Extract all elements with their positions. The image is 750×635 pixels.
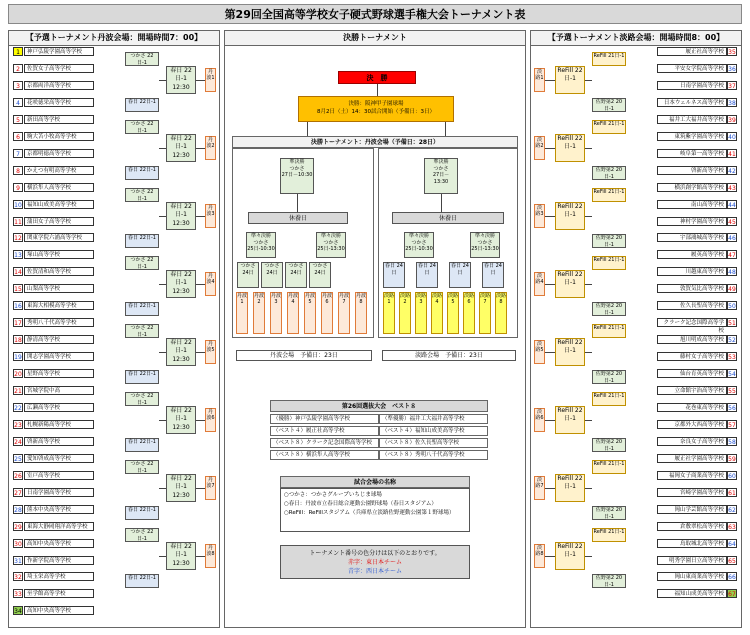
final-detail-box: [298, 96, 454, 122]
round1-box: つかさ 22日-1: [125, 392, 159, 406]
round1-box: つかさ 22日-1: [125, 528, 159, 542]
team-number: 32: [14, 574, 22, 582]
r16-box: つかさ 24日: [309, 262, 331, 288]
team-name: 平安女学院高等学校: [657, 64, 727, 73]
team-name: 高知中央高等学校: [24, 539, 94, 548]
venue-refill: ○ReFill：ReFillスタジアム（兵庫県立淡路佐野運動公園第１野球場）: [284, 510, 455, 516]
color-legend-box: [280, 545, 470, 579]
rest-day-box-1: 休養日: [248, 212, 348, 224]
round1-box: つかさ 22日-1: [125, 460, 159, 474]
team-name: 立命館宇治高等学校: [657, 386, 727, 395]
center-panel-header: 決勝トーナメント: [225, 31, 525, 46]
team-name: 履正社学園高等学校: [657, 454, 727, 463]
team-name: 宮崎学園高等学校: [657, 488, 727, 497]
team-name: クラーク記念国際高等学校: [657, 318, 727, 327]
connector: [441, 194, 442, 212]
pool-winner-box: 丹波3: [205, 204, 216, 228]
team-name: 神村学園高等学校: [657, 217, 727, 226]
team-name: 京都外大西高等学校: [657, 420, 727, 429]
team-number: 15: [14, 286, 22, 294]
best8-cell: （準優勝）福井工大福井高等学校: [379, 414, 488, 424]
connector: [196, 148, 205, 149]
round1-box: ReFill 21日-1: [592, 460, 626, 474]
team-number: 20: [14, 371, 22, 379]
round2-box: ReFill 22日-1: [555, 270, 585, 298]
awaji-yobi-note: 淡路会場 予備日：23日: [382, 350, 516, 361]
team-name: 南山高等学校: [657, 200, 727, 209]
team-name: 倉敷翠松高等学校: [657, 522, 727, 531]
pool-winner-box: 丹波8: [205, 544, 216, 568]
team-number: 60: [728, 472, 736, 480]
team-number: 33: [14, 591, 22, 599]
team-name: 埼玉栄高等学校: [24, 572, 94, 581]
team-name: 藤村女子高等学校: [657, 352, 727, 361]
round1-box: つかさ 22日-1: [125, 324, 159, 338]
round1-box: つかさ 22日-1: [125, 120, 159, 134]
round1-box: つかさ 22日-1: [125, 256, 159, 270]
team-name: 東筑紫学園高等学校: [657, 132, 727, 141]
connector: [545, 80, 555, 81]
round1-box: 春日 22日-1: [125, 302, 159, 316]
best8-cell: （ベスト８）佐久長聖高等学校: [379, 438, 488, 448]
team-number: 58: [728, 438, 736, 446]
team-name: 佐賀清和高等学校: [24, 267, 94, 276]
team-number: 57: [728, 421, 736, 429]
round2-box: ReFill 22日-1: [555, 542, 585, 570]
team-number: 24: [14, 438, 22, 446]
round1-box: 春日 22日-1: [125, 438, 159, 452]
round1-box: 春日 22日-1: [125, 370, 159, 384]
blue-note: 青字：西日本チーム: [347, 568, 402, 575]
team-number: 14: [14, 269, 22, 277]
team-number: 42: [728, 167, 736, 175]
connector: [159, 216, 166, 217]
round1-box: ReFill 21日-1: [592, 392, 626, 406]
team-number: 62: [728, 506, 736, 514]
color-note: トーナメント番号の色分けは以下のとおりです。: [309, 550, 441, 557]
team-number: 36: [728, 65, 736, 73]
team-name: 啓新高等学校: [24, 437, 94, 446]
round1-box: ReFill 21日-1: [592, 256, 626, 270]
round2-box: ReFill 22日-1: [555, 134, 585, 162]
team-name: 秀明八千代高等学校: [24, 318, 94, 327]
red-note: 赤字：東日本チーム: [347, 559, 402, 566]
pool-winner-box: 丹波4: [205, 272, 216, 296]
pool-winner-box: 淡路3: [534, 204, 545, 228]
round2-box: 春日 22日-1 12:30: [166, 474, 196, 502]
pool-winner-box: 淡路4: [534, 272, 545, 296]
right-panel-header: 【予選トーナメント淡路会場：開場時間8：00】: [531, 31, 741, 46]
team-name: 京都明徳高等学校: [24, 149, 94, 158]
best8-cell: （ベスト４）履正社高等学校: [270, 426, 379, 436]
round1-box: つかさ 22日-1: [125, 188, 159, 202]
team-number: 48: [728, 269, 736, 277]
team-number: 51: [728, 320, 736, 328]
best8-cell: （ベスト８）クラーク記念国際高等学校: [270, 438, 379, 448]
team-name: かえつ有明高等学校: [24, 166, 94, 175]
team-number: 65: [728, 557, 736, 565]
round1-box: 春日 22日-1: [125, 166, 159, 180]
final-connector: [377, 84, 378, 96]
team-name: 日南学園高等学校: [24, 488, 94, 497]
r16-box: 春日 24日: [416, 262, 438, 288]
connector: [585, 556, 592, 557]
connector: [545, 488, 555, 489]
connector: [159, 148, 166, 149]
team-number: 37: [728, 82, 736, 90]
team-name: 熊本中央高等学校: [24, 505, 94, 514]
r16-box: つかさ 24日: [285, 262, 307, 288]
round1-box: 春日 22日-1: [125, 234, 159, 248]
team-number: 67: [728, 591, 736, 599]
round1-box: 佐野第2 20日-1: [592, 574, 626, 588]
final-venue: 決勝：阪神甲子園球場: [348, 101, 404, 107]
pool-slot: 淡路3: [415, 292, 427, 334]
team-number: 35: [728, 49, 736, 56]
round1-box: つかさ 22日-1: [125, 52, 159, 66]
team-number: 7: [13, 149, 23, 158]
round1-box: 佐野第2 20日-1: [592, 98, 626, 112]
round1-box: ReFill 21日-1: [592, 120, 626, 134]
team-number: 25: [14, 455, 22, 463]
team-number: 21: [14, 388, 22, 395]
team-name: 愛知啓成高等学校: [24, 454, 94, 463]
round1-box: 佐野第2 20日-1: [592, 506, 626, 520]
pool-winner-box: 淡路8: [534, 544, 545, 568]
round2-box: 春日 22日-1 12:30: [166, 66, 196, 94]
round2-box: 春日 22日-1 12:30: [166, 270, 196, 298]
semifinal-box-1: 準決勝 つかさ 27日－10:30: [280, 158, 314, 194]
team-number: 2: [13, 64, 23, 73]
pool-slot: 淡路8: [495, 292, 507, 334]
team-number: 17: [14, 320, 22, 328]
team-name: 横浜創学館高等学校: [657, 183, 727, 192]
venues-box: [280, 488, 470, 532]
rest-day-box-2: 休養日: [392, 212, 504, 224]
team-number: 44: [728, 201, 736, 209]
pool-slot: 丹波4: [287, 292, 299, 334]
team-name: 佐賀女子高等学校: [24, 64, 94, 73]
team-name: 横浜隼人高等学校: [24, 183, 94, 192]
best8-cell: （ベスト８）秀明八千代高等学校: [379, 450, 488, 460]
pool-winner-box: 丹波1: [205, 68, 216, 92]
best8-cell: （ベスト８）横浜隼人高等学校: [270, 450, 379, 460]
team-number: 29: [14, 523, 22, 531]
team-number: 34: [14, 608, 22, 616]
team-name: 日南学園高等学校: [657, 81, 727, 90]
round2-box: ReFill 22日-1: [555, 406, 585, 434]
team-name: 旭川明成高等学校: [657, 335, 727, 344]
connector: [545, 216, 555, 217]
team-name: 花咲徳栄高等学校: [24, 98, 94, 107]
connector: [307, 122, 308, 136]
team-number: 41: [728, 150, 736, 158]
team-name: 新田高等学校: [24, 115, 94, 124]
round1-box: 佐野第2 20日-1: [592, 234, 626, 248]
team-number: 6: [13, 132, 23, 141]
page-title: 第29回全国高等学校女子硬式野球選手権大会トーナメント表: [8, 4, 742, 24]
connector: [159, 420, 166, 421]
team-name: 室戸高等学校: [24, 471, 94, 480]
connector: [585, 488, 592, 489]
tanba-section-header: 決勝トーナメント：丹波会場（予備日：28日）: [232, 136, 518, 148]
team-number: 8: [13, 166, 23, 175]
pool-slot: 丹波3: [270, 292, 282, 334]
connector: [196, 216, 205, 217]
round1-box: 佐野第2 20日-1: [592, 370, 626, 384]
r16-box: 春日 24日: [482, 262, 504, 288]
connector: [545, 556, 555, 557]
team-name: 星野高等学校: [24, 369, 94, 378]
team-name: 塚山高等学校: [24, 250, 94, 259]
team-number: 47: [728, 252, 736, 260]
team-number: 19: [14, 354, 22, 362]
team-number: 26: [14, 472, 22, 480]
round1-box: ReFill 21日-1: [592, 52, 626, 66]
r16-box: つかさ 24日: [261, 262, 283, 288]
team-number: 66: [728, 574, 736, 582]
connector: [545, 420, 555, 421]
pool-winner-box: 丹波5: [205, 340, 216, 364]
team-name: 岡山学芸館高等学校: [657, 505, 727, 514]
final-date: 8月2日（土）14：30試合開始（予備日：3日）: [317, 109, 435, 115]
pool-slot: 丹波5: [304, 292, 316, 334]
round1-box: ReFill 21日-1: [592, 324, 626, 338]
connector: [585, 352, 592, 353]
best8-cell: （優勝）神戸弘陵学園高等学校: [270, 414, 379, 424]
team-name: 奈良女子高等学校: [657, 437, 727, 446]
qf-box-4: 準々決勝 つかさ 25日-13:30: [470, 232, 500, 258]
team-number: 11: [14, 218, 22, 226]
pool-winner-box: 丹波2: [205, 136, 216, 160]
connector: [196, 80, 205, 81]
team-name: 宮城学院中高: [24, 386, 94, 395]
connector: [159, 80, 166, 81]
team-name: 高知中央高等学校: [24, 606, 94, 615]
team-number: 52: [728, 337, 736, 345]
connector: [297, 194, 298, 212]
left-panel-header: 【予選トーナメント丹波会場：開場時間7：00】: [9, 31, 219, 46]
team-name: 佐久長聖高等学校: [657, 301, 727, 310]
connector: [196, 488, 205, 489]
team-name: 岡山東商業高等学校: [657, 572, 727, 581]
connector: [196, 284, 205, 285]
team-number: 49: [728, 286, 736, 294]
team-name: 蒲田女子高等学校: [24, 217, 94, 226]
team-number: 27: [14, 489, 22, 497]
team-number: 4: [13, 98, 23, 107]
pool-winner-box: 淡路6: [534, 408, 545, 432]
pool-winner-box: 淡路2: [534, 136, 545, 160]
team-name: 鳥取城北高等学校: [657, 539, 727, 548]
round2-box: 春日 22日-1 12:30: [166, 134, 196, 162]
team-number: 43: [728, 184, 736, 192]
team-name: 岐阜第一高等学校: [657, 149, 727, 158]
pool-winner-box: 淡路1: [534, 68, 545, 92]
team-number: 45: [728, 218, 736, 226]
tanba-yobi-note: 丹波会場 予備日：23日: [236, 350, 372, 361]
team-name: 札幌新陽高等学校: [24, 420, 94, 429]
round1-box: ReFill 21日-1: [592, 528, 626, 542]
r16-box: つかさ 24日: [237, 262, 259, 288]
round1-box: 春日 22日-1: [125, 506, 159, 520]
team-name: 東海大静岡翔洋高等学校: [24, 522, 94, 531]
connector: [196, 420, 205, 421]
r16-box: 春日 24日: [383, 262, 405, 288]
team-name: 福知山成美高等学校: [24, 200, 94, 209]
connector: [196, 352, 205, 353]
pool-slot: 淡路5: [447, 292, 459, 334]
team-number: 28: [14, 506, 22, 514]
round2-box: ReFill 22日-1: [555, 202, 585, 230]
team-name: 福井工大福井高等学校: [657, 115, 727, 124]
qf-box-3: 準々決勝 つかさ 25日-10:30: [404, 232, 434, 258]
team-number: 64: [728, 540, 736, 548]
team-number: 30: [14, 540, 22, 548]
round2-box: ReFill 22日-1: [555, 338, 585, 366]
pool-slot: 淡路4: [431, 292, 443, 334]
team-number: 18: [14, 337, 22, 345]
round1-box: ReFill 21日-1: [592, 188, 626, 202]
team-name: 敦賀気比高等学校: [657, 284, 727, 293]
connector: [585, 216, 592, 217]
team-number: 53: [728, 354, 736, 362]
team-number: 55: [728, 388, 736, 395]
round1-box: 佐野第2 20日-1: [592, 438, 626, 452]
semifinal-box-2: 準決勝 つかさ 27日－ 13:30: [424, 158, 458, 194]
team-name: 広瀬高等学校: [24, 403, 94, 412]
team-number: 1: [13, 47, 23, 56]
venues-header: 試合会場の名称: [280, 476, 470, 488]
team-name: 履英高等学校: [657, 250, 727, 259]
pool-slot: 淡路7: [479, 292, 491, 334]
team-number: 9: [13, 183, 23, 192]
best8-header: 第26回選抜大会 ベスト８: [270, 400, 488, 412]
pool-winner-box: 淡路5: [534, 340, 545, 364]
pool-slot: 丹波8: [355, 292, 367, 334]
venue-kasuga: ○春日：丹波市立春日総合運動公園野球場（春日スタジアム）: [284, 501, 437, 507]
team-name: 日本ウェルネス高等学校: [657, 98, 727, 107]
team-number: 46: [728, 235, 736, 243]
team-number: 16: [14, 303, 22, 311]
venue-tsukasa: ○つかさ：つかさグループいちじま球場: [284, 492, 382, 498]
connector: [585, 148, 592, 149]
team-number: 12: [14, 235, 22, 243]
team-number: 23: [14, 421, 22, 429]
team-number: 54: [728, 371, 736, 379]
team-number: 3: [13, 81, 23, 90]
team-name: 啓新高等学校: [657, 166, 727, 175]
team-number: 59: [728, 455, 736, 463]
pool-slot: 淡路6: [463, 292, 475, 334]
team-number: 5: [13, 115, 23, 124]
connector: [159, 284, 166, 285]
team-name: 宇部鴻城高等学校: [657, 233, 727, 242]
team-name: 東海大相模高等学校: [24, 301, 94, 310]
connector: [159, 352, 166, 353]
team-name: 神戸弘陵学園高等学校: [24, 47, 94, 56]
team-name: 仙台育英高等学校: [657, 369, 727, 378]
round2-box: 春日 22日-1 12:30: [166, 202, 196, 230]
pool-winner-box: 丹波6: [205, 408, 216, 432]
pool-slot: 淡路2: [399, 292, 411, 334]
team-number: 50: [728, 303, 736, 311]
team-name: 作新学院高等学校: [24, 556, 94, 565]
connector: [445, 122, 446, 136]
connector: [159, 488, 166, 489]
team-name: 山梨高等学校: [24, 284, 94, 293]
pool-slot: 淡路1: [383, 292, 395, 334]
team-number: 39: [728, 116, 736, 124]
round2-box: 春日 22日-1 12:30: [166, 406, 196, 434]
team-number: 40: [728, 133, 736, 141]
team-name: 開志学園高等学校: [24, 352, 94, 361]
round2-box: ReFill 22日-1: [555, 474, 585, 502]
round1-box: 春日 22日-1: [125, 574, 159, 588]
round1-box: 春日 22日-1: [125, 98, 159, 112]
team-number: 31: [14, 557, 22, 565]
round1-box: 佐野第2 20日-1: [592, 166, 626, 180]
pool-slot: 丹波2: [253, 292, 265, 334]
round2-box: 春日 22日-1 12:30: [166, 542, 196, 570]
connector: [585, 420, 592, 421]
connector: [585, 284, 592, 285]
team-name: 明秀学園日立高等学校: [657, 556, 727, 565]
qf-box-1: 準々決勝 つかさ 25日-10:30: [246, 232, 276, 258]
pool-slot: 丹波6: [321, 292, 333, 334]
final-box: 決 勝: [338, 71, 416, 84]
team-number: 63: [728, 523, 736, 531]
r16-box: 春日 24日: [449, 262, 471, 288]
team-number: 56: [728, 404, 736, 412]
team-name: 川越東高等学校: [657, 267, 727, 276]
round1-box: 佐野第2 20日-1: [592, 302, 626, 316]
connector: [196, 556, 205, 557]
team-number: 13: [14, 252, 22, 260]
best8-cell: （ベスト４）福知山成美高等学校: [379, 426, 488, 436]
team-name: 静清高等学校: [24, 335, 94, 344]
pool-winner-box: 丹波7: [205, 476, 216, 500]
team-name: 福岡女子商業高等学校: [657, 471, 727, 480]
team-name: 京都両洋高等学校: [24, 81, 94, 90]
pool-slot: 丹波1: [236, 292, 248, 334]
team-name: 至学館高等学校: [24, 589, 94, 598]
team-name: 履正社高等学校: [657, 47, 727, 56]
qf-box-2: 準々決勝 つかさ 25日-13:30: [316, 232, 346, 258]
team-name: 花巻東高等学校: [657, 403, 727, 412]
team-number: 38: [728, 99, 736, 107]
pool-winner-box: 淡路7: [534, 476, 545, 500]
connector: [159, 556, 166, 557]
round2-box: 春日 22日-1 12:30: [166, 338, 196, 366]
round2-box: ReFill 22日-1: [555, 66, 585, 94]
connector: [585, 80, 592, 81]
connector: [545, 352, 555, 353]
connector: [545, 284, 555, 285]
team-number: 10: [14, 201, 22, 209]
connector: [545, 148, 555, 149]
team-name: 駒大苫小牧高等学校: [24, 132, 94, 141]
team-name: 福知山成美高等学校: [657, 589, 727, 598]
team-name: 関東学院六浦高等学校: [24, 233, 94, 242]
team-number: 61: [728, 489, 736, 497]
team-number: 22: [14, 404, 22, 412]
pool-slot: 丹波7: [338, 292, 350, 334]
